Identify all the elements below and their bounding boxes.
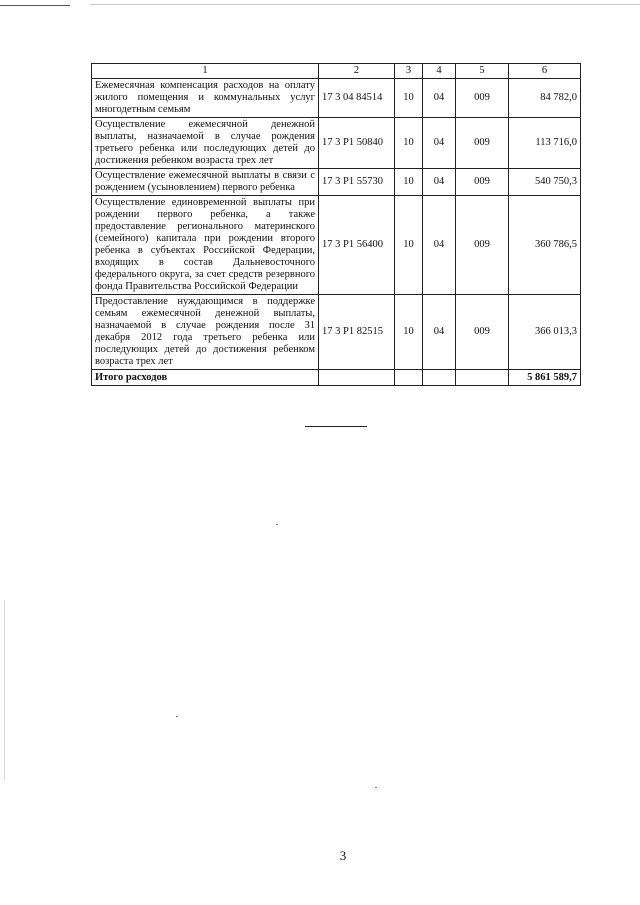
- target-article-code: 17 3 Р1 50840: [319, 118, 395, 169]
- section-code: 10: [395, 79, 423, 118]
- expense-amount: 84 782,0: [509, 79, 581, 118]
- scan-mark: [90, 4, 640, 5]
- scan-edge-top: [0, 0, 640, 10]
- expenses-table: [91, 63, 581, 386]
- target-article-code: 17 3 Р1 55730: [319, 169, 395, 196]
- expense-description: Осуществление ежемесячной денежной выплаты, назначаемой в случае рождения третьего ребенка или последующих детей до достижения ребенком возраста трех лет: [92, 118, 319, 169]
- empty-cell: [456, 370, 509, 386]
- empty-cell: [395, 370, 423, 386]
- expense-description: Ежемесячная компенсация расходов на оплату жилого помещения и коммунальных услуг многодетным семьям: [92, 79, 319, 118]
- subsection-code: 04: [423, 79, 456, 118]
- section-code: 10: [395, 118, 423, 169]
- subsection-code: 04: [423, 196, 456, 295]
- scan-speck: [375, 787, 377, 788]
- expense-amount: 113 716,0: [509, 118, 581, 169]
- expense-description: Предоставление нуждающимся в поддержке семьям ежемесячной денежной выплаты, назначаемой в случае рождения после 31 декабря 2012 года третьего ребенка или последующих детей до достижения ребенком возраста трех лет: [92, 295, 319, 370]
- column-header: 5: [456, 64, 509, 79]
- expense-amount: 540 750,3: [509, 169, 581, 196]
- section-code: 10: [395, 196, 423, 295]
- target-article-code: 17 3 Р1 56400: [319, 196, 395, 295]
- column-header: 4: [423, 64, 456, 79]
- table-row: [92, 196, 581, 295]
- scan-speck: [276, 524, 278, 525]
- scan-speck: [176, 716, 178, 717]
- column-header: 1: [92, 64, 319, 79]
- expense-amount: 360 786,5: [509, 196, 581, 295]
- section-code: 10: [395, 169, 423, 196]
- subsection-code: 04: [423, 295, 456, 370]
- expense-description: Осуществление ежемесячной выплаты в связи с рождением (усыновлением) первого ребенка: [92, 169, 319, 196]
- scan-mark: [0, 5, 70, 6]
- table-row: [92, 118, 581, 169]
- expense-type-code: 009: [456, 295, 509, 370]
- total-row: [92, 370, 581, 386]
- column-header: 6: [509, 64, 581, 79]
- empty-cell: [319, 370, 395, 386]
- expense-type-code: 009: [456, 196, 509, 295]
- table-row: [92, 295, 581, 370]
- target-article-code: 17 3 Р1 82515: [319, 295, 395, 370]
- subsection-code: 04: [423, 118, 456, 169]
- section-code: 10: [395, 295, 423, 370]
- column-header: 2: [319, 64, 395, 79]
- subsection-code: 04: [423, 169, 456, 196]
- column-header: 3: [395, 64, 423, 79]
- total-label: Итого расходов: [92, 370, 319, 386]
- expense-type-code: 009: [456, 169, 509, 196]
- table-header-row: [92, 64, 581, 79]
- page-number: 3: [339, 848, 347, 863]
- scan-edge-left: [4, 600, 5, 780]
- table-row: [92, 169, 581, 196]
- expense-amount: 366 013,3: [509, 295, 581, 370]
- end-of-table-rule: [305, 426, 367, 427]
- empty-cell: [423, 370, 456, 386]
- expense-type-code: 009: [456, 79, 509, 118]
- expense-type-code: 009: [456, 118, 509, 169]
- target-article-code: 17 3 04 84514: [319, 79, 395, 118]
- expense-description: Осуществление единовременной выплаты при рождении первого ребенка, а также предоставление регионального материнского (семейного) капитала при рождении второго ребенка в субъектах Российской Федерации, входящих в состав Дальневосточного федерального округа, за счет средств резервного фонда Правительства Российской Федерации: [92, 196, 319, 295]
- table-row: [92, 79, 581, 118]
- total-amount: 5 861 589,7: [509, 370, 581, 386]
